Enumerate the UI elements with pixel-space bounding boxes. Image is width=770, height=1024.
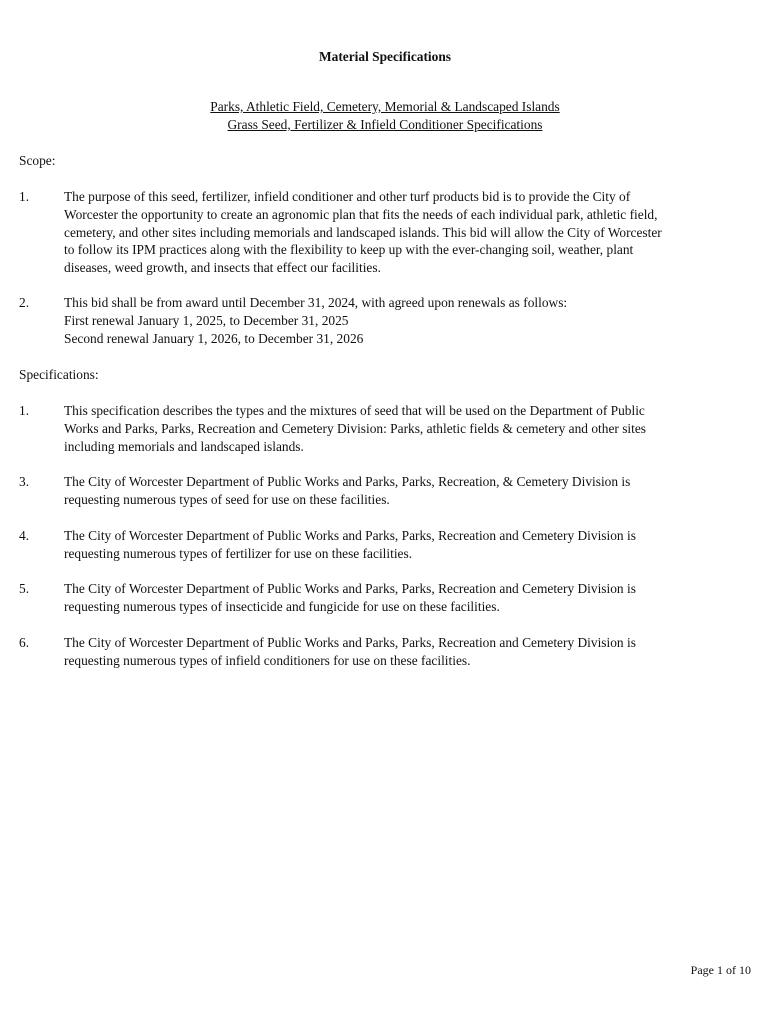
spec-item-5-text [64,580,749,616]
scope-item-2-line-1: This bid shall be from award until December 31, 2024, with agreed upon renewals as follows: [64,295,568,310]
spec-item-3-line-2: requesting numerous types of seed for use on these facilities. [64,491,390,507]
spec-item-5-line-1: The City of Worcester Department of Public Works and Parks, Parks, Recreation and Cemetery Division is [64,581,636,596]
spec-item-1-line-2: Works and Parks, Parks, Recreation and Cemetery Division: Parks, athletic fields & cemetery and other sites [64,420,647,436]
scope-item-2-line-2: First renewal January 1, 2025, to December 31, 2025 [64,312,349,328]
scope-item-1-number: 1. [19,189,30,204]
spec-item-1-line-1: This specification describes the types and the mixtures of seed that will be used on the Department of Public [64,403,645,418]
page-number: Page 1 of 10 [690,963,751,977]
spec-item-6-number: 6. [19,635,30,650]
scope-item-2-line-3: Second renewal January 1, 2026, to December 31, 2026 [64,330,364,346]
spec-item-4-line-1: The City of Worcester Department of Public Works and Parks, Parks, Recreation and Cemetery Division is [64,528,636,543]
spec-item-6-text [64,634,749,670]
scope-item-1-line-1: The purpose of this seed, fertilizer, infield conditioner and other turf products bid is to provide the City of [64,189,631,204]
spec-item-3-text [64,473,749,509]
scope-item-2-number: 2. [19,295,30,310]
spec-item-4-line-2: requesting numerous types of fertilizer for use on these facilities. [64,545,413,561]
spec-item-5-number: 5. [19,581,30,596]
scope-item-2-text [64,294,749,347]
scope-item-1-line-5: diseases, weed growth, and insects that effect our facilities. [64,260,381,276]
spec-item-1-line-3: including memorials and landscaped islands. [64,438,304,454]
spec-item-1-text [64,402,749,455]
scope-item-1-line-3: cemetery, and other sites including memorials and landscaped islands. This bid will allow the City of Worcester [64,224,662,240]
document-subtitle-line-2: Grass Seed, Fertilizer & Infield Conditioner Specifications [227,117,543,132]
scope-item-1-line-2: Worcester the opportunity to create an agronomic plan that fits the needs of each individual park, athletic field, [64,206,658,222]
document-subtitle-line-1: Parks, Athletic Field, Cemetery, Memorial & Landscaped Islands [210,99,560,114]
scope-item-1-line-4: to follow its IPM practices along with the flexibility to keep up with the ever-changing soil, weather, plant [64,242,634,258]
spec-item-4-text [64,527,749,563]
scope-heading: Scope: [19,153,56,168]
document-title: Material Specifications [318,49,452,64]
spec-item-6-line-1: The City of Worcester Department of Public Works and Parks, Parks, Recreation and Cemetery Division is [64,635,636,650]
spec-item-3-number: 3. [19,474,30,489]
specifications-heading: Specifications: [19,367,99,382]
spec-item-6-line-2: requesting numerous types of infield conditioners for use on these facilities. [64,652,471,668]
spec-item-1-number: 1. [19,403,30,418]
spec-item-5-line-2: requesting numerous types of insecticide and fungicide for use on these facilities. [64,598,500,614]
spec-item-4-number: 4. [19,528,30,543]
scope-item-1-text [64,188,749,277]
spec-item-3-line-1: The City of Worcester Department of Public Works and Parks, Parks, Recreation, & Cemetery Division is [64,474,631,489]
